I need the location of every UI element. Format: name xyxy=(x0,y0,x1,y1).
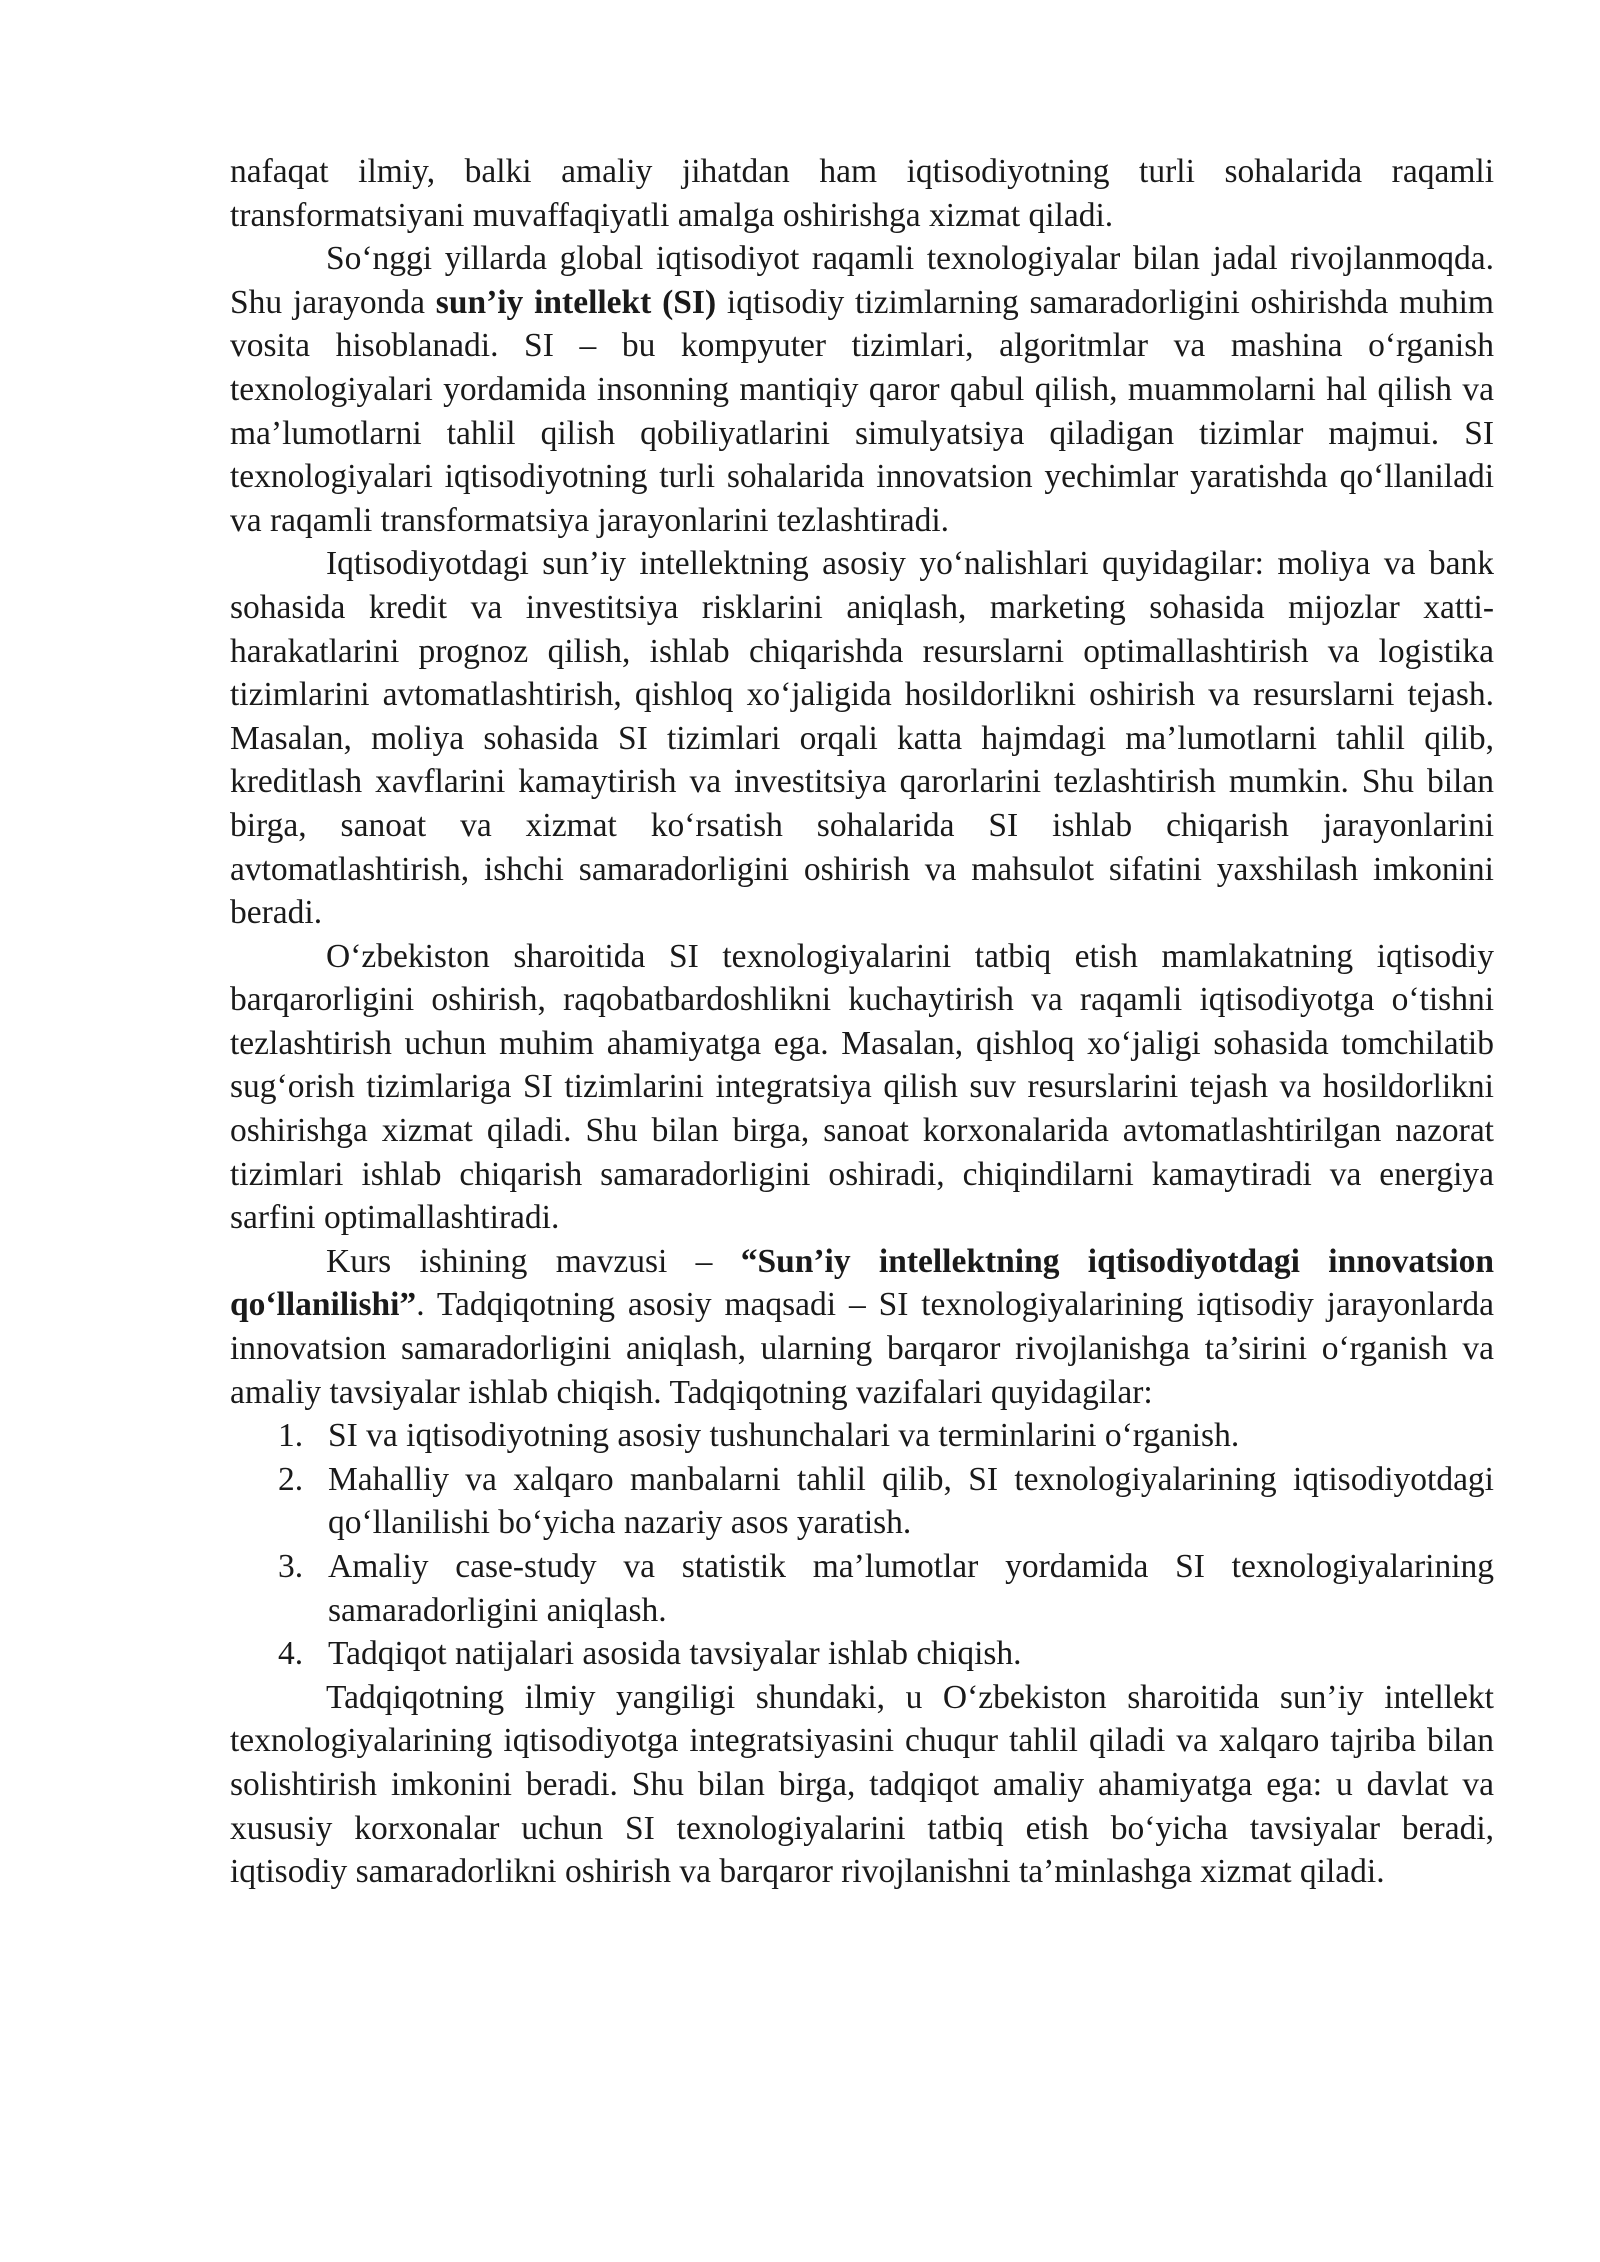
list-item-text: Tadqiqot natijalari asosida tavsiyalar ishlab chiqish. xyxy=(328,1635,1022,1673)
paragraph-uzbekistan-context: O‘zbekiston sharoitida SI texnologiyalarini tatbiq etish mamlakatning iqtisodiy barqarorligini oshirish, raqobatbardoshlikni kuchaytirish va raqamli iqtisodiyotga o‘tishni tezlashtirish uchun muhim ahamiyatga ega. Masalan, qishloq xo‘jaligi sohasida tomchilatib sug‘orish tizimlariga SI tizimlarini integratsiya qilish suv resurslarini tejash va hosildorlikni oshirishga xizmat qiladi. Shu bilan birga, sanoat korxonalarida avtomatlashtirilgan nazorat tizimlari ishlab chiqarish samaradorligini oshiradi, chiqindilarni kamaytiradi va energiya sarfini optimallashtiradi. xyxy=(230,937,1494,1237)
paragraph-ai-directions: Iqtisodiyotdagi sun’iy intellektning asosiy yo‘nalishlari quyidagilar: moliya va bank sohasida kredit va investitsiya risklarini aniqlash, marketing sohasida mijozlar xatti-harakatlarini prognoz qilish, ishlab chiqarishda resurslarni optimallashtirish va logistika tizimlarini avtomatlashtirish, qishloq xo‘jaligida hosildorlikni oshirish va resurslarni tejash. Masalan, moliya sohasida SI tizimlari orqali katta hajmdagi ma’lumotlarni tahlil qilib, kreditlash xavflarini kamaytirish va investitsiya qarorlarini tezlashtirish mumkin. Shu bilan birga, sanoat va xizmat ko‘rsatish sohalarida SI ishlab chiqarish jarayonlarini avtomatlashtirish, ishchi samaradorligini oshirish va mahsulot sifatini yaxshilash imkonini beradi. xyxy=(230,545,1494,932)
list-item xyxy=(230,1458,1494,1545)
bold-topic-title: “Sun’iy intellektning iqtisodiyotdagi innovatsion qo‘llanilishi” xyxy=(230,1242,1494,1324)
text-run: . Tadqiqotning asosiy maqsadi – SI texnologiyalarining iqtisodiy jarayonlarda innovatsion samaradorligini aniqlash, ularning barqaror rivojlanishga ta’sirini o‘rganish va amaliy tavsiyalar ishlab chiqish. Tadqiqotning vazifalari quyidagilar: xyxy=(230,1286,1494,1411)
list-item xyxy=(230,1632,1494,1676)
list-number: 1. xyxy=(278,1417,304,1455)
list-item-text: SI va iqtisodiyotning asosiy tushunchalari va terminlarini o‘rganish. xyxy=(328,1417,1240,1455)
list-item-text: Mahalliy va xalqaro manbalarni tahlil qilib, SI texnologiyalarining iqtisodiyotdagi qo‘llanilishi bo‘yicha nazariy asos yaratish. xyxy=(328,1460,1494,1542)
list-number: 2. xyxy=(278,1460,304,1498)
tasks-list xyxy=(230,1414,1494,1676)
text-run: So‘nggi yillarda global iqtisodiyot raqamli texnologiyalar bilan jadal rivojlanmoqda. Shu jarayonda xyxy=(230,240,1494,321)
paragraph-ai-definition xyxy=(230,237,1494,542)
list-item-text: Amaliy case-study va statistik ma’lumotlar yordamida SI texnologiyalarining samaradorligini aniqlash. xyxy=(328,1548,1494,1629)
text-run: iqtisodiy tizimlarning samaradorligini oshirishda muhim vosita hisoblanadi. SI – bu kompyuter tizimlari, algoritmlar va mashina o‘rganish texnologiyalari yordamida insonning mantiqiy qaror qabul qilish, muammolarni hal qilish va ma’lumotlarni tahlil qilish qobiliyatlarini simulyatsiya qiladigan tizimlar majmui. SI texnologiyalari iqtisodiyotning turli sohalarida innovatsion yechimlar yaratishda qo‘llaniladi va raqamli transformatsiya jarayonlarini tezlashtiradi. xyxy=(230,283,1494,539)
document-page xyxy=(230,150,1494,1894)
paragraph-scientific-novelty: Tadqiqotning ilmiy yangiligi shundaki, u O‘zbekiston sharoitida sun’iy intellekt texnologiyalarining iqtisodiyotga integratsiyasini chuqur tahlil qiladi va xalqaro tajriba bilan solishtirish imkonini beradi. Shu bilan birga, tadqiqot amaliy ahamiyatga ega: u davlat va xususiy korxonalar uchun SI texnologiyalarini tatbiq etish bo‘yicha tavsiyalar beradi, iqtisodiy samaradorlikni oshirish va barqaror rivojlanishni ta’minlashga xizmat qiladi. xyxy=(230,1678,1494,1891)
list-number: 3. xyxy=(278,1548,304,1585)
list-number: 4. xyxy=(278,1635,304,1673)
bold-term: sun’iy intellekt (SI) xyxy=(435,283,717,321)
paragraph-continuation: nafaqat ilmiy, balki amaliy jihatdan ham iqtisodiyotning turli sohalarida raqamli transformatsiyani muvaffaqiyatli amalga oshirishga xizmat qiladi. xyxy=(230,153,1494,234)
text-run: Kurs ishining mavzusi – xyxy=(326,1242,741,1280)
list-item xyxy=(230,1414,1494,1458)
list-item xyxy=(230,1545,1494,1632)
paragraph-course-topic xyxy=(230,1240,1494,1414)
